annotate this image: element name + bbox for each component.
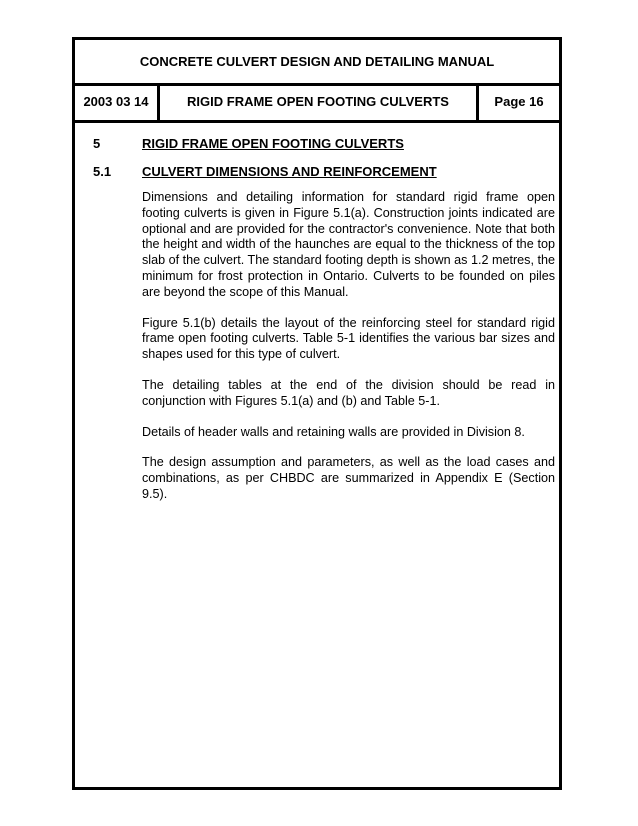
subsection-title: CULVERT DIMENSIONS AND REINFORCEMENT	[142, 163, 437, 179]
header-row	[75, 83, 559, 123]
section-title: RIGID FRAME OPEN FOOTING CULVERTS	[142, 135, 404, 151]
paragraph: The detailing tables at the end of the division should be read in conjunction with Figures 5.1(a) and (b) and Table 5-1.	[142, 377, 555, 408]
subsection-number: 5.1	[93, 163, 112, 179]
paragraph: Details of header walls and retaining walls are provided in Division 8.	[142, 424, 525, 439]
header-page-number: Page 16	[476, 83, 559, 120]
section-heading	[75, 132, 559, 154]
subsection-heading	[75, 160, 559, 182]
body-text	[142, 190, 555, 503]
paragraph: Figure 5.1(b) details the layout of the reinforcing steel for standard rigid frame open footing culverts. Table 5-1 identifies the various bar sizes and shapes used for this type of culvert.	[142, 315, 555, 362]
page-frame	[72, 37, 562, 790]
section-number: 5	[93, 135, 101, 151]
paragraph: The design assumption and parameters, as well as the load cases and combinations, as per CHBDC are summarized in Appendix E (Section 9.5).	[142, 455, 555, 501]
content-area	[75, 132, 559, 518]
paragraph: Dimensions and detailing information for standard rigid frame open footing culverts is given in Figure 5.1(a). Construction joints indicated are optional and are provided for the contractor's convenience. Note that both the height and width of the haunches are equal to the thickness of the top slab of the culvert. The standard footing depth is shown as 1.2 metres, the minimum for frost protection in Ontario. Culverts to be founded on piles are beyond the scope of this Manual.	[142, 190, 555, 299]
manual-title: CONCRETE CULVERT DESIGN AND DETAILING MANUAL	[75, 40, 559, 86]
header-section-title: RIGID FRAME OPEN FOOTING CULVERTS	[187, 94, 449, 109]
header-date: 2003 03 14	[75, 83, 160, 120]
